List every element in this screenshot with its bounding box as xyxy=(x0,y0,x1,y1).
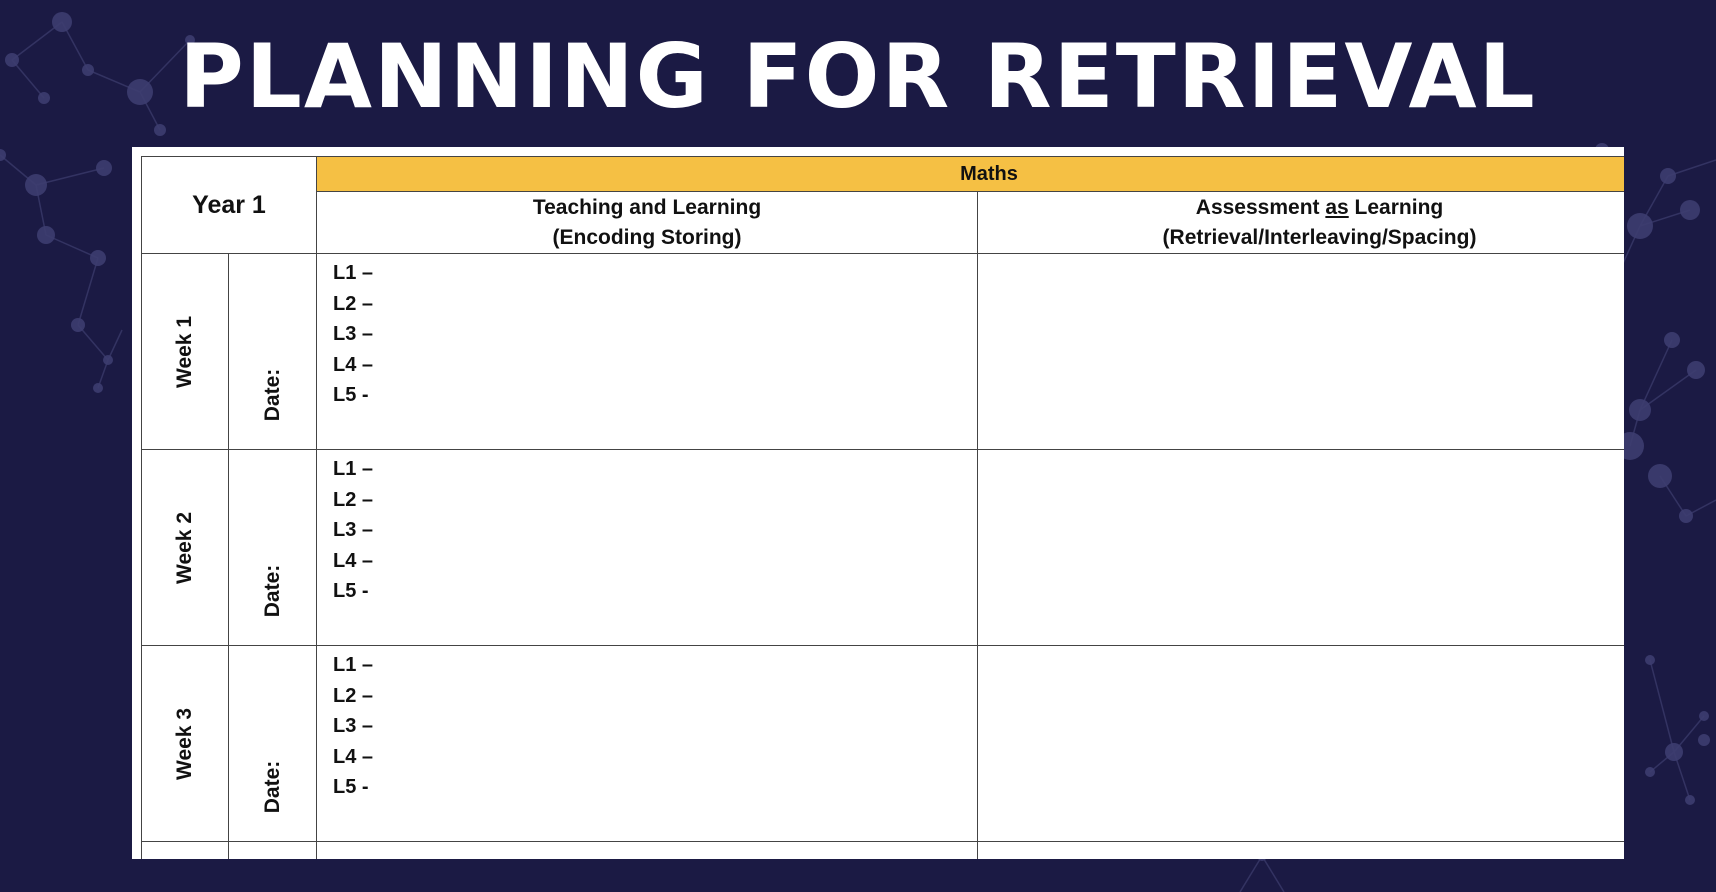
teaching-header-line1: Teaching and Learning xyxy=(532,195,762,219)
assessment-column-header xyxy=(978,192,1625,254)
teaching-cell[interactable] xyxy=(317,646,978,842)
lesson-item: L5 - xyxy=(333,384,369,406)
assessment-cell[interactable] xyxy=(978,254,1625,450)
teaching-column-header xyxy=(317,192,978,254)
date-cell xyxy=(229,842,317,860)
teaching-cell xyxy=(317,842,978,860)
teaching-cell[interactable] xyxy=(317,450,978,646)
assessment-header-prefix: Assessment xyxy=(1195,195,1326,219)
week-row-partial xyxy=(142,842,1625,860)
lesson-item: L1 – xyxy=(333,262,374,284)
week-label: Week 1 xyxy=(173,315,196,388)
lesson-item: L5 - xyxy=(333,776,369,798)
page-title: PLANNING FOR RETRIEVAL xyxy=(179,25,1537,128)
subject-header: Maths xyxy=(317,157,1625,192)
week-row xyxy=(142,646,1625,842)
date-label: Date: xyxy=(260,760,284,814)
lesson-item: L1 – xyxy=(333,458,374,480)
week-label-cell xyxy=(142,646,229,842)
week-row xyxy=(142,450,1625,646)
lesson-item: L5 - xyxy=(333,580,369,602)
lesson-item: L4 – xyxy=(333,353,374,376)
week-row xyxy=(142,254,1625,450)
week-label-cell xyxy=(142,450,229,646)
lesson-list xyxy=(317,646,977,803)
date-cell[interactable] xyxy=(229,450,317,646)
planning-table xyxy=(141,156,1624,859)
date-cell[interactable] xyxy=(229,254,317,450)
lesson-item: L4 – xyxy=(333,745,374,768)
week-label-cell xyxy=(142,842,229,860)
date-cell[interactable] xyxy=(229,646,317,842)
assessment-cell[interactable] xyxy=(978,646,1625,842)
planning-sheet xyxy=(132,147,1624,859)
assessment-header-underlined: as xyxy=(1325,195,1349,219)
lesson-item: L4 – xyxy=(333,549,374,572)
week-label-cell xyxy=(142,254,229,450)
lesson-item: L2 – xyxy=(333,488,374,511)
lesson-item: L2 – xyxy=(333,292,374,315)
assessment-header-line1 xyxy=(978,193,1624,223)
date-label: Date: xyxy=(260,564,284,618)
date-label: Date: xyxy=(260,368,284,422)
week-label: Week 3 xyxy=(173,707,196,780)
assessment-cell xyxy=(978,842,1625,860)
lesson-item: L3 – xyxy=(333,715,374,737)
week-label: Week 2 xyxy=(173,511,196,584)
teaching-header-line2: (Encoding Storing) xyxy=(552,225,742,249)
lesson-list xyxy=(317,254,977,411)
lesson-list xyxy=(317,450,977,607)
lesson-item: L3 – xyxy=(333,323,374,345)
assessment-header-suffix: Learning xyxy=(1348,195,1444,219)
lesson-item: L3 – xyxy=(333,519,374,541)
assessment-header-line2: (Retrieval/Interleaving/Spacing) xyxy=(1162,225,1477,249)
teaching-cell[interactable] xyxy=(317,254,978,450)
lesson-item: L1 – xyxy=(333,654,374,676)
year-label: Year 1 xyxy=(142,157,317,254)
assessment-cell[interactable] xyxy=(978,450,1625,646)
lesson-item: L2 – xyxy=(333,684,374,707)
